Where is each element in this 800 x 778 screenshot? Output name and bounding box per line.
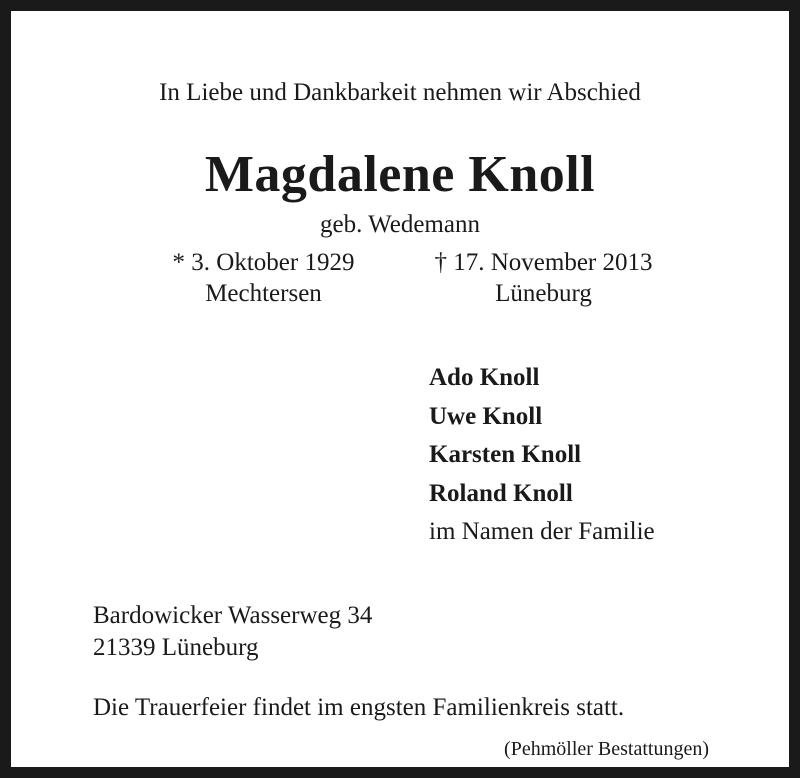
undertaker-credit: (Pehmöller Bestattungen) <box>504 738 709 760</box>
death-date: † 17. November 2013 <box>434 249 653 276</box>
address-city: 21339 Lüneburg <box>93 634 259 661</box>
family-member: Ado Knoll <box>429 364 540 391</box>
family-signature <box>429 359 655 552</box>
death-info <box>406 247 681 309</box>
maiden-name: geb. Wedemann <box>320 211 480 238</box>
family-member: Uwe Knoll <box>429 402 543 430</box>
intro-text: In Liebe und Dankbarkeit nehmen wir Abschied <box>159 79 641 106</box>
birth-info <box>151 247 376 309</box>
address-street: Bardowicker Wasserweg 34 <box>93 602 373 629</box>
birth-date: * 3. Oktober 1929 <box>172 249 355 276</box>
family-member: Roland Knoll <box>429 479 573 507</box>
family-signoff: im Namen der Familie <box>429 518 655 545</box>
death-place: Lüneburg <box>495 280 592 307</box>
deceased-name: Magdalene Knoll <box>204 146 596 203</box>
ceremony-note: Die Trauerfeier findet im engsten Familienkreis statt. <box>93 694 625 721</box>
family-member: Karsten Knoll <box>429 441 582 468</box>
birth-place: Mechtersen <box>205 280 322 307</box>
address-block <box>93 600 372 664</box>
